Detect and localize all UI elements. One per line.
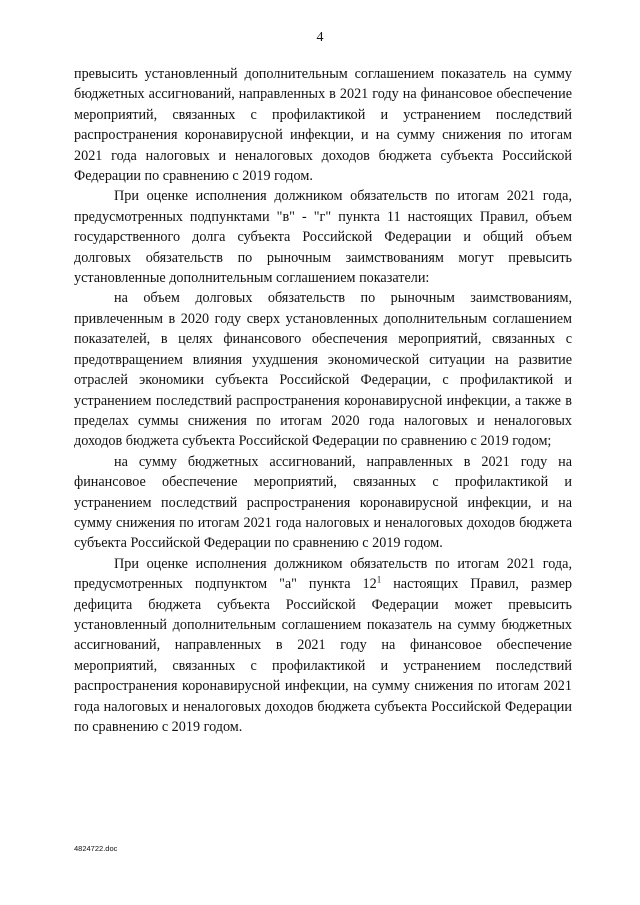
paragraph-continuation: превысить установленный дополнительным соглашением показатель на сумму бюджетных ассигнований, направленных в 2021 году на финансовое обеспечение мероприятий, связанных с профилактикой и устранением последствий распространения коронавирусной инфекции, и на сумму снижения по итогам 2021 года налоговых и неналоговых доходов бюджета субъекта Российской Федерации по сравнению с 2019 годом.: [74, 66, 572, 185]
paragraph-market-borrowings: на объем долговых обязательств по рыночным заимствованиям, привлеченным в 2020 году сверх установленных дополнительным соглашением показателей, в целях финансового обеспечения мероприятий, связанных с предотвращением влияния ухудшения экономической ситуации на развитие отраслей экономики субъекта Российской Федерации, с профилактикой и устранением последствий распространения коронавирусной инфекции, а также в пределах суммы снижения по итогам 2020 года налоговых и неналоговых доходов бюджета субъекта Российской Федерации по сравнению с 2019 годом;: [74, 290, 572, 450]
page-number: 4: [316, 30, 324, 45]
paragraph-deficit-text-start: При оценке исполнения должником обязательств по итогам 2021 года, предусмотренных подпунктом "а" пункта 12: [74, 555, 572, 593]
paragraph-budget-allocations: на сумму бюджетных ассигнований, направленных в 2021 году на финансовое обеспечение мероприятий, связанных с профилактикой и устранением последствий распространения коронавирусной инфекции, и на сумму снижения по итогам 2021 года налоговых и неналоговых доходов бюджета субъекта Российской Федерации по сравнению с 2019 годом.: [74, 453, 572, 552]
paragraph-state-debt-assessment: При оценке исполнения должником обязательств по итогам 2021 года, предусмотренных подпунктами "в" - "г" пункта 11 настоящих Правил, объем государственного долга субъекта Российской Федерации и общий объем долговых обязательств по рыночным заимствованиям могут превысить установленные дополнительным соглашением показатели:: [74, 188, 572, 287]
footer-file-name: 4824722.doc: [74, 844, 118, 853]
paragraph-deficit-assessment: [74, 554, 572, 738]
footnote-superscript: 1: [376, 574, 382, 585]
document-body: [74, 64, 572, 737]
paragraph-deficit-text-end: настоящих Правил, размер дефицита бюджета субъекта Российской Федерации может превысить установленный дополнительным соглашением показатель на сумму бюджетных ассигнований, направленных в 2021 году на финансовое обеспечение мероприятий, связанных с профилактикой и устранением последствий распространения коронавирусной инфекции, на сумму снижения по итогам 2021 года налоговых и неналоговых доходов бюджета субъекта Российской Федерации по сравнению с 2019 годом.: [74, 576, 572, 735]
